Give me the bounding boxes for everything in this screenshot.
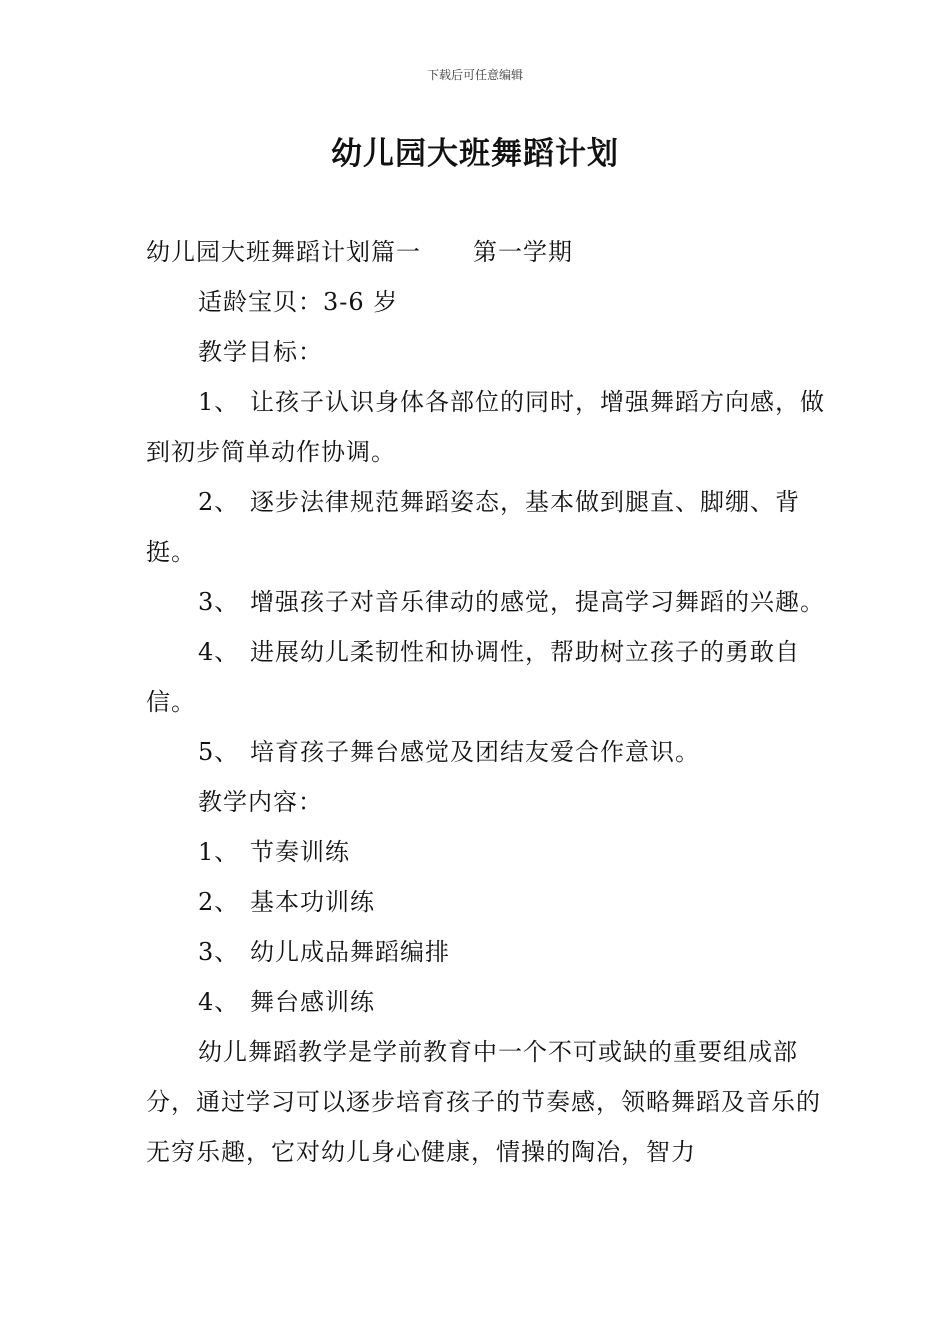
goal-item bbox=[146, 577, 826, 627]
content-heading: 教学内容： bbox=[198, 788, 323, 816]
content-item bbox=[146, 927, 826, 977]
content-text: 幼儿成品舞蹈编排 bbox=[250, 938, 450, 966]
goals-heading: 教学目标： bbox=[198, 338, 323, 366]
goal-number: 2、 bbox=[198, 488, 240, 516]
content-text: 基本功训练 bbox=[250, 888, 375, 916]
content-text: 舞台感训练 bbox=[250, 988, 375, 1016]
content-item bbox=[146, 977, 826, 1027]
section-heading bbox=[146, 227, 826, 277]
content-number: 1、 bbox=[198, 838, 240, 866]
section-title: 幼儿园大班舞蹈计划篇一 bbox=[146, 238, 421, 266]
content-item bbox=[146, 877, 826, 927]
age-line: 适龄宝贝：3-6 岁 bbox=[198, 288, 399, 316]
goal-number: 4、 bbox=[198, 638, 240, 666]
goal-text: 逐步法律规范舞蹈姿态，基本做到腿直、脚绷、背挺。 bbox=[146, 488, 800, 566]
content-number: 2、 bbox=[198, 888, 240, 916]
goal-item bbox=[146, 477, 826, 577]
goal-item bbox=[146, 727, 826, 777]
closing-paragraph: 幼儿舞蹈教学是学前教育中一个不可或缺的重要组成部分，通过学习可以逐步培育孩子的节奏感，领略舞蹈及音乐的无穷乐趣，它对幼儿身心健康，情操的陶冶，智力 bbox=[146, 1038, 821, 1166]
content-number: 3、 bbox=[198, 938, 240, 966]
goal-text: 培育孩子舞台感觉及团结友爱合作意识。 bbox=[250, 738, 700, 766]
goal-item bbox=[146, 377, 826, 477]
goal-text: 进展幼儿柔韧性和协调性，帮助树立孩子的勇敢自信。 bbox=[146, 638, 800, 716]
goal-text: 让孩子认识身体各部位的同时，增强舞蹈方向感，做到初步简单动作协调。 bbox=[146, 388, 825, 466]
goal-item bbox=[146, 627, 826, 727]
section-term: 第一学期 bbox=[473, 238, 573, 266]
goal-number: 3、 bbox=[198, 588, 240, 616]
document-title: 幼儿园大班舞蹈计划 bbox=[331, 136, 619, 172]
goal-number: 1、 bbox=[198, 388, 240, 416]
content-number: 4、 bbox=[198, 988, 240, 1016]
goal-text: 增强孩子对音乐律动的感觉，提高学习舞蹈的兴趣。 bbox=[250, 588, 825, 616]
page-header-note: 下载后可任意编辑 bbox=[426, 68, 523, 82]
goal-number: 5、 bbox=[198, 738, 240, 766]
content-text: 节奏训练 bbox=[250, 838, 350, 866]
content-item bbox=[146, 827, 826, 877]
document-body bbox=[146, 227, 826, 1177]
